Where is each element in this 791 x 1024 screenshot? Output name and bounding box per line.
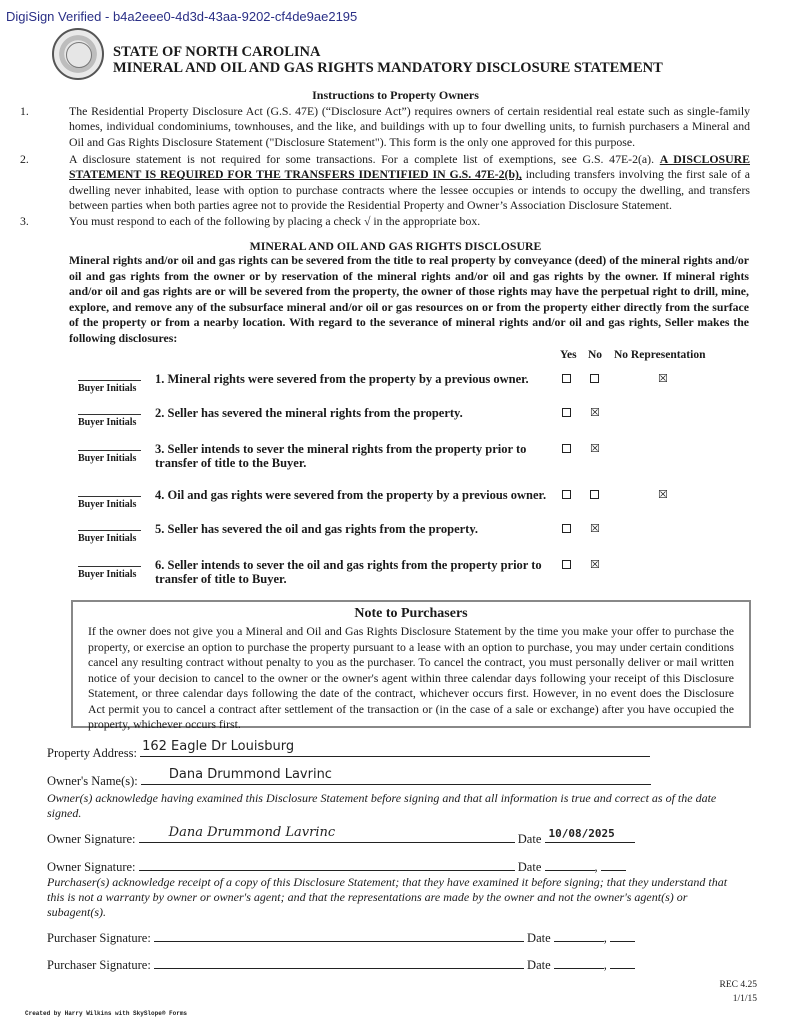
question-text: 4. Oil and gas rights were severed from the property by a previous owner.	[155, 488, 547, 502]
owner-signature-field-2[interactable]	[139, 855, 515, 871]
checkbox-no-checked[interactable]: ☒	[590, 442, 600, 455]
property-address-value: 162 Eagle Dr Louisburg	[142, 739, 295, 754]
owner-signature-value: Dana Drummond Lavrinc	[168, 825, 336, 840]
form-reference	[720, 978, 757, 1006]
document-title	[113, 44, 663, 76]
owner-acknowledgement: Owner(s) acknowledge having examined this Disclosure Statement before signing and that all information is true and correct as of the date signed.	[47, 791, 717, 820]
instruction-number: 2.	[20, 152, 29, 166]
date-label: Date	[527, 931, 551, 945]
owner-date-value: 10/08/2025	[548, 827, 615, 840]
question-text: 6. Seller intends to sever the oil and gas rights from the property prior to transfer of title to Buyer.	[155, 558, 542, 586]
owner-name-label: Owner's Name(s):	[47, 774, 138, 788]
form-code: REC 4.25	[719, 980, 757, 990]
column-no-representation: No Representation	[614, 349, 706, 361]
buyer-initials-field[interactable]: Buyer Initials	[78, 414, 141, 428]
disclosure-heading: MINERAL AND OIL AND GAS RIGHTS DISCLOSURE	[249, 239, 542, 253]
purchaser-signature-label: Purchaser Signature:	[47, 931, 151, 945]
form-date: 1/1/15	[732, 994, 757, 1004]
date-label: Date	[517, 860, 542, 874]
checkbox-no-checked[interactable]: ☒	[590, 522, 600, 535]
purchaser-date-field-2[interactable]	[554, 953, 604, 969]
disclosure-intro: Mineral rights and/or oil and gas rights can be severed from the title to real property by conveyance (deed) of the mineral rights and/or oil and gas rights from the owner or by reservation of the mineral rights and/or oil and gas rights by the owner. If mineral rights and/or oil and gas rights are or will be severed from the property, the owner of those rights may have the perpetual right to drill, mine, explore, and remove any of the subsurface mineral and/or oil or gas resources on or from the property either directly from the surface of the property or from a nearby location. With regard to the severance of mineral rights and/or oil and gas rights, Seller makes the following disclosures:	[69, 253, 749, 345]
purchaser-signature-label: Purchaser Signature:	[47, 958, 151, 972]
note-title: Note to Purchasers	[354, 606, 468, 621]
date-label: Date	[527, 958, 551, 972]
disclosure-question-3	[78, 442, 758, 476]
owner-signature-row-2: Owner Signature: Date ,	[47, 855, 626, 875]
property-address-field[interactable]	[140, 741, 650, 757]
note-to-purchasers	[71, 600, 751, 731]
checkbox-yes[interactable]	[562, 374, 571, 383]
instruction-1	[20, 104, 750, 150]
property-address-row	[47, 741, 650, 761]
owner-signature-label: Owner Signature:	[47, 860, 136, 874]
owner-year-field-2[interactable]	[601, 855, 626, 871]
buyer-initials-field[interactable]: Buyer Initials	[78, 380, 141, 394]
note-text: If the owner does not give you a Mineral and Oil and Gas Rights Disclosure Statement by the time you make your offer to purchase the property, or exercise an option to purchase the property pursuant to a lease with an option to purchase, you may under certain conditions cancel any resulting contract without penalty to you as the purchaser. To cancel the contract, you must personally deliver or mail written notice of your decision to cancel to the owner or the owner's agent within three calendar days following your receipt of this Disclosure Statement, or three calendar days following the date of the contract, whichever occurs first. However, in no event does the Disclosure Act permit you to cancel a contract after settlement of the transaction or (in the case of a sale or exchange) after you have occupied the property, whichever occurs first.	[88, 624, 734, 731]
purchaser-signature-row-2: Purchaser Signature: Date ,	[47, 953, 635, 973]
checkbox-no-representation-checked[interactable]: ☒	[658, 488, 668, 501]
property-address-label: Property Address:	[47, 746, 137, 760]
instruction-text-b: including transfers involving the first sale of a dwelling never inhabited, lease with option to purchase contracts where the lessee occupies or intends to occupy the dwelling, and transfers between parties when both parties agree not to provide the Residential Property and Owner’s Association Disclosure Statement.	[69, 167, 751, 213]
instruction-3	[20, 214, 750, 229]
buyer-initials-field[interactable]: Buyer Initials	[78, 566, 141, 580]
title-line2: MINERAL AND OIL AND GAS RIGHTS MANDATORY DISCLOSURE STATEMENT	[113, 60, 663, 76]
disclosure-question-4	[78, 488, 758, 522]
purchaser-signature-field-2[interactable]	[154, 953, 524, 969]
purchaser-signature-field-1[interactable]	[154, 926, 524, 942]
instruction-number: 3.	[20, 214, 29, 228]
purchaser-acknowledgement: Purchaser(s) acknowledge receipt of a copy of this Disclosure Statement; that they have examined it before signing; that they understand that this is not a warranty by owner or owner's agent; and that the representations are made by the owner and not the owner's agent(s) or subagent(s).	[47, 875, 728, 919]
instruction-text-a: A disclosure statement is not required for some transactions. For a complete list of exemptions, see G.S. 47E-2(a).	[69, 152, 660, 166]
purchaser-year-field-1[interactable]	[610, 926, 635, 942]
question-text: 1. Mineral rights were severed from the property by a previous owner.	[155, 372, 529, 386]
question-text: 2. Seller has severed the mineral rights from the property.	[155, 406, 463, 420]
owner-name-value: Dana Drummond Lavrinc	[168, 767, 332, 782]
nc-seal-icon	[52, 28, 104, 80]
owner-date-field-1[interactable]	[545, 827, 635, 843]
purchaser-year-field-2[interactable]	[610, 953, 635, 969]
buyer-initials-field[interactable]: Buyer Initials	[78, 530, 141, 544]
checkbox-yes[interactable]	[562, 490, 571, 499]
owner-signature-label: Owner Signature:	[47, 832, 136, 846]
instruction-number: 1.	[20, 104, 29, 118]
question-text: 5. Seller has severed the oil and gas rights from the property.	[155, 522, 479, 536]
disclosure-question-5	[78, 522, 758, 556]
instruction-text: You must respond to each of the following by placing a check √ in the appropriate box.	[69, 214, 481, 228]
instruction-2	[20, 152, 750, 214]
question-text: 3. Seller intends to sever the mineral rights from the property prior to transfer of title to the Buyer.	[155, 442, 527, 470]
disclosure-question-6	[78, 558, 758, 592]
purchaser-signature-row-1: Purchaser Signature: Date ,	[47, 926, 635, 946]
owner-name-field[interactable]	[141, 769, 651, 785]
digisign-verification: DigiSign Verified - b4a2eee0-4d3d-43aa-9202-cf4de9ae2195	[6, 9, 358, 24]
purchaser-date-field-1[interactable]	[554, 926, 604, 942]
checkbox-yes[interactable]	[562, 524, 571, 533]
disclosure-question-2	[78, 406, 758, 440]
instruction-text	[69, 152, 750, 214]
owner-date-field-2[interactable]	[545, 855, 595, 871]
required-transfers-link: A DISCLOSURE STATEMENT IS REQUIRED FOR THE TRANSFERS IDENTIFIED IN G.S. 47E-2(b),	[69, 152, 750, 182]
buyer-initials-field[interactable]: Buyer Initials	[78, 450, 141, 464]
checkbox-yes[interactable]	[562, 408, 571, 417]
checkbox-no-checked[interactable]: ☒	[590, 558, 600, 571]
buyer-initials-field[interactable]: Buyer Initials	[78, 496, 141, 510]
title-line1: STATE OF NORTH CAROLINA	[113, 44, 321, 60]
created-by: Created by Harry Wilkins with SkySlope® Forms	[25, 1010, 188, 1017]
date-label: Date	[517, 832, 542, 846]
instructions-heading: Instructions to Property Owners	[312, 88, 479, 102]
owner-name-row	[47, 769, 651, 789]
instruction-text: The Residential Property Disclosure Act (G.S. 47E) (“Disclosure Act”) requires owners of certain residential real estate such as single-family homes, individual condominiums, townhouses, and the like, and buildings with up to four dwelling units, to furnish purchasers a Mineral and Oil and Gas Rights Disclosure Statement ("Disclosure Statement"). This form is the only one approved for this purpose.	[69, 104, 750, 149]
column-no: No	[588, 349, 603, 361]
disclosure-question-1	[78, 372, 758, 406]
checkbox-no[interactable]	[590, 374, 599, 383]
checkbox-yes[interactable]	[562, 444, 571, 453]
checkbox-no-representation-checked[interactable]: ☒	[658, 372, 668, 385]
checkbox-yes[interactable]	[562, 560, 571, 569]
checkbox-no-checked[interactable]: ☒	[590, 406, 600, 419]
owner-signature-field-1[interactable]	[139, 827, 515, 843]
owner-signature-row-1	[47, 827, 635, 847]
column-yes: Yes	[560, 349, 577, 361]
checkbox-no[interactable]	[590, 490, 599, 499]
